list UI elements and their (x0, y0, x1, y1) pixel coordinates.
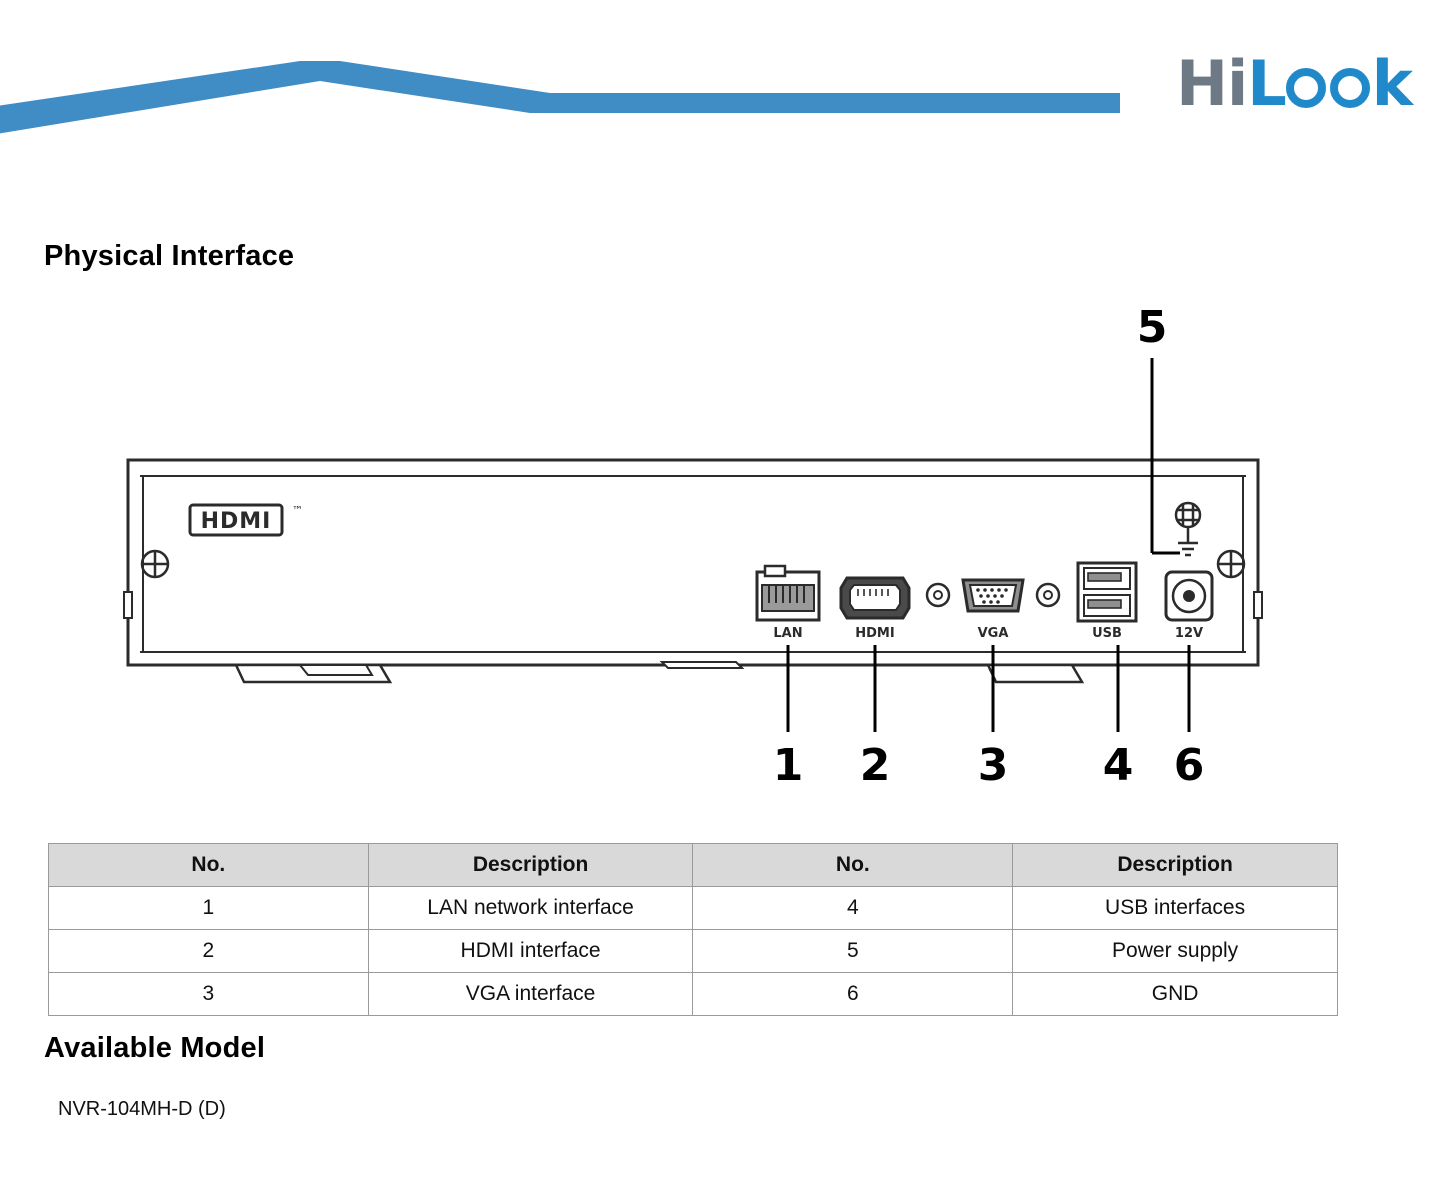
svg-text:2: 2 (859, 740, 891, 791)
callout-2 (860, 645, 891, 791)
cell-no: 5 (693, 930, 1013, 973)
nvr-rear-panel-diagram (0, 300, 1442, 820)
cell-no: 2 (49, 930, 369, 973)
table-header-description-1: Description (368, 844, 693, 887)
brand-logo (1176, 48, 1412, 120)
callout-6 (1174, 645, 1205, 791)
cell-no: 4 (693, 887, 1013, 930)
cell-no: 3 (49, 973, 369, 1016)
cell-description: VGA interface (368, 973, 693, 1016)
svg-text:12V: 12V (1174, 626, 1204, 641)
svg-text:LAN: LAN (773, 626, 803, 641)
table-row (49, 930, 1338, 973)
section-title-physical-interface: Physical Interface (44, 240, 295, 272)
page-header (0, 0, 1442, 160)
svg-text:USB: USB (1092, 626, 1122, 641)
brand-double-o-icon (1286, 54, 1372, 114)
table-header-no-1: No. (49, 844, 369, 887)
cell-description: HDMI interface (368, 930, 693, 973)
cell-description: LAN network interface (368, 887, 693, 930)
model-name-text: NVR-104MH-D (D) (58, 1098, 226, 1120)
table-header-row (49, 844, 1338, 887)
cell-no: 6 (693, 973, 1013, 1016)
svg-text:4: 4 (1102, 740, 1134, 791)
callout-4 (1103, 645, 1134, 791)
svg-text:VGA: VGA (977, 626, 1009, 641)
svg-text:3: 3 (977, 740, 1009, 791)
callout-1 (773, 645, 804, 791)
cell-description: Power supply (1013, 930, 1338, 973)
table-row (49, 887, 1338, 930)
brand-text-k: k (1371, 47, 1412, 120)
cell-description: GND (1013, 973, 1338, 1016)
svg-text:5: 5 (1136, 302, 1168, 353)
cell-description: USB interfaces (1013, 887, 1338, 930)
section-title-available-model: Available Model (44, 1032, 266, 1064)
table-header-no-2: No. (693, 844, 1013, 887)
svg-text:6: 6 (1173, 740, 1205, 791)
header-chevron-graphic (0, 55, 1120, 140)
svg-text:1: 1 (772, 740, 804, 791)
svg-text:HDMI: HDMI (200, 509, 272, 534)
svg-text:HDMI: HDMI (855, 626, 895, 641)
brand-text-hi: Hi (1176, 47, 1248, 120)
table-header-description-2: Description (1013, 844, 1338, 887)
interface-description-table (48, 843, 1338, 1016)
svg-text:™: ™ (292, 504, 303, 517)
cell-no: 1 (49, 887, 369, 930)
brand-text-l: L (1247, 47, 1286, 120)
table-row (49, 973, 1338, 1016)
